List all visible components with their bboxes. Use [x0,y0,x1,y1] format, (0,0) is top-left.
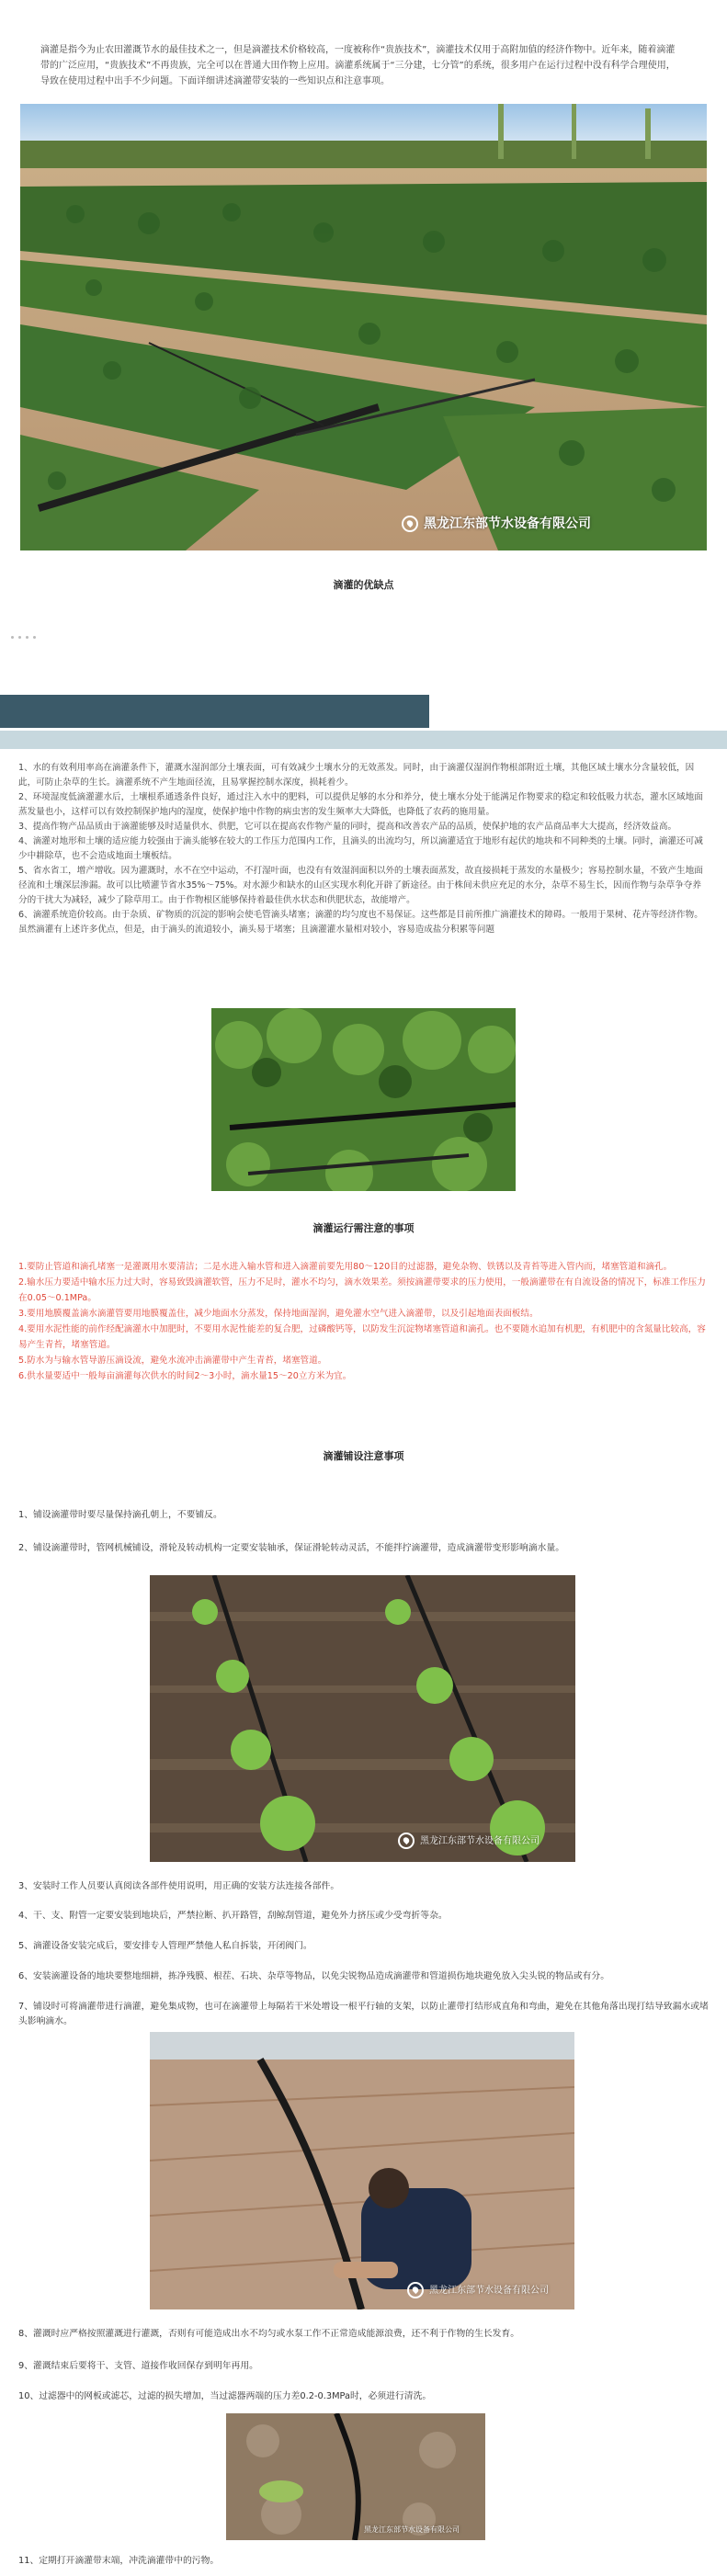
list-item: 3.要用地膜覆盖滴水滴灌管要用地膜覆盖住，减少地面水分蒸发，保持地面湿润，避免灌水空气进入滴灌带，以及引起地面表面板结。 [18,1309,539,1319]
list-item: 6.供水量要适中一般每亩滴灌每次供水的时间2～3小时，滴水量15～20立方米为宜。 [18,1371,352,1381]
install-step: 6、安装滴灌设备的地块要整地细耕，拣净残膜、根茬、石块、杂草等物品，以免尖锐物品造成滴灌带和管道损伤地块避免放入尖头锐的物品或有分。 [18,1971,610,1981]
advantages-list [18,761,706,937]
photo-cotton-field [20,104,707,550]
install-step: 2、铺设滴灌带时，管网机械铺设，滑轮及转动机构一定要安装轴承，保证滑轮转动灵活，不能拌拧滴灌带，造成滴灌带变形影响滴水量。 [18,1543,565,1553]
photo-seedlings [150,1575,575,1862]
list-item: 5、省水省工，增产增收。因为灌溉时，水不在空中运动，不打湿叶面，也没有有效湿润面积以外的土壤表面蒸发，故直接损耗于蒸发的水量极少；容易控制水量，不致产生地面径流和土壤深层渗漏。故可以比喷灌节省水35%～75%。对水源少和缺水的山区实现水利化开辟了新途径。由于株间未供应充足的水分，杂草不易生长，因而作物与杂草争夺养分的干扰大为减轻，减少了除草用工。由于作物根区能够保持着最佳供水状态和供肥状态，故能增产。 [18,866,703,905]
section-title-install: 滴灌铺设注意事项 [323,1450,404,1462]
install-step: 3、安装时工作人员要认真阅读各部件使用说明，用正确的安装方法连接各部件。 [18,1881,340,1891]
watermark-text: 黑龙江东部节水设备有限公司 [364,2525,460,2534]
install-step: 7、铺设时可将滴灌带进行滴灌，避免集成物，也可在滴灌带上每隔若干米处增设一根平行轴的支架，以防止灌带打结形成直角和弯曲，避免在其他角落出现打结导致漏水或堵头影响滴水。 [18,2002,709,2026]
photo-drip-tape-soil [226,2413,485,2540]
section-title-operation: 滴灌运行需注意的事项 [312,1222,415,1234]
company-logo-icon [402,516,418,532]
watermark-text: 黑龙江东部节水设备有限公司 [420,1835,540,1846]
header-banner-light [0,731,727,749]
photo-worker-laying-pipe [150,2032,574,2309]
header-banner-dark [0,695,429,728]
list-item: 4、滴灌对地形和土壤的适应能力较强由于滴头能够在较大的工作压力范围内工作，且滴头的出流均匀，所以滴灌适宜于地形有起伏的地块和不同种类的土壤。同时，滴灌还可减少中耕除草，也不会造成地面土壤板结。 [18,836,703,861]
list-item: 3、提高作物产品品质由于滴灌能够及时适量供水、供肥，它可以在提高农作物产量的同时，提高和改善农产品的品质，使保护地的农产品商品率大大提高，经济效益高。 [18,822,677,832]
list-item: 1.要防止管道和滴孔堵塞一是灌溉用水要清洁；二是水进入输水管和进入滴灌前要先用80～120目的过滤器，避免杂物、铁锈以及青苔等进入管内而，堵塞管道和滴孔。 [18,1262,673,1272]
drip-line-image [211,1008,516,1191]
company-logo-icon [407,2282,424,2298]
install-step: 5、滴灌设备安装完成后，要安排专人管理严禁他人私自拆装，开闭阀门。 [18,1941,312,1951]
install-step: 9、灌溉结束后要将干、支管、道接作收回保存到明年再用。 [18,2361,258,2371]
cotton-field-image [20,104,707,550]
install-step: 8、灌溉时应严格按照灌溉进行灌溉，否则有可能造成出水不均匀或水泵工作不正常造成能源浪费，还不利于作物的生长发育。 [18,2329,520,2339]
watermark-text: 黑龙江东部节水设备有限公司 [429,2285,549,2296]
intro-paragraph: 滴灌是指今为止农田灌溉节水的最佳技术之一，但是滴灌技术价格较高，一度被称作“贵族技术”，滴灌技术仅用于高附加值的经济作物中。近年来，随着滴灌带的广泛应用，“贵族技术”不再贵族，完全可以在普通大田作物上应用。滴灌系统属于“三分建，七分管”的系统，很多用户在运行过程中没有科学合理使用，导致在使用过程中出手不少问题。下面详细讲述滴灌带安装的一些知识点和注意事项。 [40,45,676,86]
list-item: 4.要用水泥性能的前作经配滴灌水中加肥时，不要用水泥性能差的复合肥，过磷酸钙等，以防发生沉淀物堵塞管道和滴孔。也不要随水追加有机肥，有机肥中的含氮量比较高，容易产生青苔，堵塞管道。 [18,1324,706,1350]
worker-image [150,2032,574,2309]
list-item: 6、滴灌系统造价较高。由于杂质、矿物质的沉淀的影响会使毛管滴头堵塞；滴灌的均匀度也不易保证。这些都是目前所推广滴灌技术的障碍。一般用于果树、花卉等经济作物。虽然滴灌有上述许多优点，但是，由于滴头的流道较小，滴头易于堵塞；且滴灌灌水量相对较小，容易造成盐分积累等问题 [18,910,703,935]
photo-watermark [407,2282,549,2298]
decorative-dots [11,634,48,641]
list-item: 2、环境湿度低滴灌灌水后，土壤根系通透条件良好，通过注入水中的肥料，可以提供足够的水分和养分，使土壤水分处于能满足作物要求的稳定和较低吸力状态，灌水区域地面蒸发量也小，这样可以有效控制保护地内的湿度，使保护地中作物的病虫害的发生频率大大降低，也降低了农药的施用量。 [18,792,703,817]
company-logo-icon [398,1833,415,1849]
seedlings-image [150,1575,575,1862]
photo-drip-line-rows [211,1008,516,1191]
list-item: 2.输水压力要适中输水压力过大时，容易致毁滴灌软管，压力不足时，灌水不均匀，滴水效果差。须按滴灌带要求的压力使用，一般滴灌带在有自流设备的情况下，标准工作压力在0.05～0.1MPa。 [18,1277,706,1303]
photo-watermark [398,1833,540,1849]
install-step: 1、铺设滴灌带时要尽量保持滴孔朝上，不要铺反。 [18,1510,222,1520]
section-title-advantages: 滴灌的优缺点 [333,579,394,591]
photo-watermark [364,2522,460,2537]
photo-watermark [402,516,591,532]
operation-list [18,1259,706,1384]
list-item: 1、水的有效利用率高在滴灌条件下，灌溉水湿润部分土壤表面，可有效减少土壤水分的无效蒸发。同时，由于滴灌仅湿润作物根部附近土壤，其他区域土壤水分含量较低，因此，可防止杂草的生长。滴灌系统不产生地面径流，且易掌握控制水深度，损耗着少。 [18,763,695,788]
install-step: 4、干、支、附管一定要安装到地块后，严禁拉断、扒开路管，刮鲸刮管道，避免外力挤压或少受弯折等杂。 [18,1911,448,1921]
watermark-text: 黑龙江东部节水设备有限公司 [424,516,591,531]
install-step: 10、过滤器中的网板或滤芯，过滤的损失增加，当过滤器两端的压力差0.2-0.3MPa时，必须进行清洗。 [18,2391,432,2401]
install-step: 11、定期打开滴灌带末端，冲洗滴灌带中的污物。 [18,2556,220,2566]
list-item: 5.防水为与输水管导游压滴设流，避免水流冲击滴灌带中产生青苔，堵塞管道。 [18,1356,327,1366]
